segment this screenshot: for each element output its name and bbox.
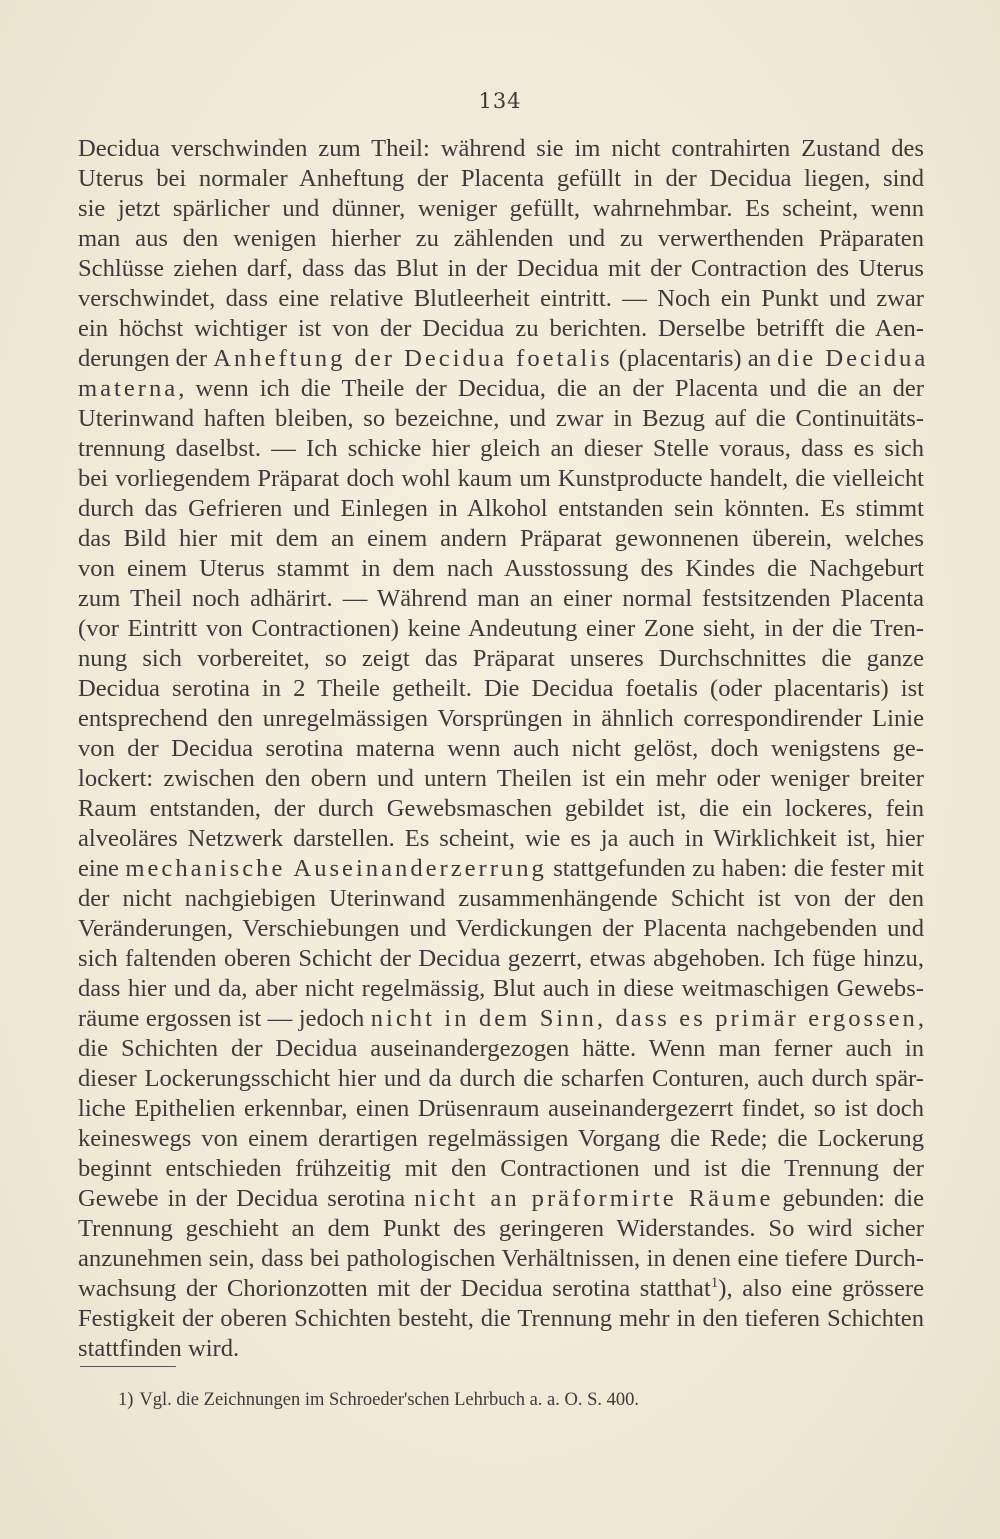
text-segment: , [917,1005,924,1032]
text-segment: Trennung geschieht an dem Punkt des geringeren Widerstandes. So wird sicher [78,1215,924,1242]
text-line [78,374,924,404]
text-line [78,164,924,194]
text-segment: , wenn ich die Theile der Decidua, die an der Placenta und die an der [178,375,924,402]
text-line [78,134,924,164]
text-segment: entsprechend den unregelmässigen Vorsprüngen in ähnlich correspondirender Linie [78,705,924,732]
spaced-emphasis: nicht in dem Sinn, dass es primär ergossen [370,1005,918,1032]
text-segment: man aus den wenigen hierher zu zählenden und zu verwerthenden Präparaten [78,225,924,252]
text-line [78,404,924,434]
text-line [78,494,924,524]
text-line [78,524,924,554]
text-segment: beginnt entschieden frühzeitig mit den Contractionen und ist die Trennung der [78,1155,924,1182]
text-line [78,1154,924,1184]
text-line [78,1034,924,1064]
text-segment: derungen der [78,345,214,372]
text-line [78,644,924,674]
text-line [78,1094,924,1124]
text-segment: liche Epithelien erkennbar, einen Drüsenraum auseinandergezerrt findet, so ist doch [78,1095,924,1122]
text-segment: zum Theil noch adhärirt. — Während man an einer normal festsitzenden Placenta [78,585,924,612]
spaced-emphasis: materna [78,375,179,402]
footnote-marker: 1) [118,1390,134,1410]
text-line [78,464,924,494]
footnote [118,1388,818,1412]
text-segment: durch das Gefrieren und Einlegen in Alkohol entstanden sein könnten. Es stimmt [78,495,924,522]
text-line [78,344,929,374]
text-segment: anzunehmen sein, dass bei pathologischen Verhältnissen, in denen eine tiefere Durch- [78,1245,924,1272]
text-line [78,314,924,344]
text-segment: räume ergossen ist — jedoch [78,1005,371,1032]
text-segment: stattfinden wird. [78,1335,240,1362]
text-line [78,914,924,944]
text-line [78,254,924,284]
text-line [78,854,924,884]
text-line [78,194,924,224]
text-line [78,1184,924,1214]
spaced-emphasis: nicht an präformirte Räume [414,1185,774,1212]
text-line [78,1304,924,1334]
text-segment: keineswegs von einem derartigen regelmässigen Vorgang die Rede; die Lockerung [78,1125,924,1152]
footnote-reference: 1 [710,1275,719,1291]
text-segment: das Bild hier mit dem an einem andern Präparat gewonnenen überein, welches [78,525,924,552]
text-segment: gebunden: die [773,1185,924,1212]
text-line [78,974,924,1004]
text-segment: von einem Uterus stammt in dem nach Ausstossung des Kindes die Nachgeburt [78,555,924,582]
text-line [78,224,924,254]
text-segment: bei vorliegendem Präparat doch wohl kaum um Kunstproducte handelt, die vielleicht [78,465,924,492]
text-line [78,1004,924,1034]
text-segment: Decidua verschwinden zum Theil: während sie im nicht contrahirten Zustand des [78,135,924,162]
text-line [78,614,924,644]
text-line [78,944,924,974]
text-segment: Uterinwand haften bleiben, so bezeichne, und zwar in Bezug auf die Continuitäts- [78,405,924,432]
spaced-emphasis: Anheftung der Decidua foetalis [213,345,613,372]
text-line [78,1064,924,1094]
text-segment: ), also eine grössere [718,1275,925,1302]
text-line [78,284,924,314]
text-segment: Decidua serotina in 2 Theile getheilt. Die Decidua foetalis (oder placentaris) ist [78,675,924,702]
text-line [78,794,924,824]
spaced-emphasis: mechanische Auseinanderzerrung [125,855,547,882]
text-segment: Raum entstanden, der durch Gewebsmaschen gebildet ist, die ein lockeres, fein [78,795,924,822]
footnote-separator [80,1366,176,1367]
text-line [78,554,924,584]
text-segment: ein höchst wichtiger ist von der Decidua zu berichten. Derselbe betrifft die Aen- [78,315,924,342]
text-segment: stattgefunden zu haben: die fester mit [546,855,924,882]
text-line [78,824,924,854]
text-segment: Veränderungen, Verschiebungen und Verdickungen der Placenta nachgebenden und [78,915,924,942]
text-segment: dass hier und da, aber nicht regelmässig, Blut auch in diese weitmaschigen Gewebs- [78,975,924,1002]
text-segment: die Schichten der Decidua auseinandergezogen hätte. Wenn man ferner auch in [78,1035,924,1062]
text-segment: lockert: zwischen den obern und untern Theilen ist ein mehr oder weniger breiter [78,765,924,792]
text-segment: sich faltenden oberen Schicht der Decidua gezerrt, etwas abgehoben. Ich füge hinzu, [78,945,924,972]
text-segment: trennung daselbst. — Ich schicke hier gleich an dieser Stelle voraus, dass es sich [78,435,924,462]
text-segment: eine [78,855,126,882]
text-segment: Uterus bei normaler Anheftung der Placenta gefüllt in der Decidua liegen, sind [78,165,924,192]
page-number: 134 [478,89,522,113]
text-segment: (vor Eintritt von Contractionen) keine Andeutung einer Zone sieht, in der die Tren- [78,615,924,642]
text-segment: Schlüsse ziehen darf, dass das Blut in der Decidua mit der Contraction des Uterus [78,255,924,282]
text-segment: sie jetzt spärlicher und dünner, weniger gefüllt, wahrnehmbar. Es scheint, wenn [78,195,924,222]
text-segment: alveoläres Netzwerk darstellen. Es scheint, wie es ja auch in Wirklichkeit ist, hier [78,825,924,852]
spaced-emphasis: die Decidua [777,345,929,372]
text-line [78,1214,924,1244]
text-line [78,884,924,914]
text-segment: verschwindet, dass eine relative Blutleerheit eintritt. — Noch ein Punkt und zwar [78,285,924,312]
text-line [78,1334,924,1364]
text-line [78,704,924,734]
text-segment: wachsung der Chorionzotten mit der Decidua serotina statthat [78,1275,711,1302]
text-line [78,674,924,704]
text-line [78,734,924,764]
text-line [78,764,924,794]
body-text [78,134,929,1364]
text-segment: Festigkeit der oberen Schichten besteht, die Trennung mehr in den tieferen Schichten [78,1305,924,1332]
text-line [78,584,924,614]
text-segment: (placentaris) an [612,345,778,372]
text-line [78,1274,924,1304]
text-segment: von der Decidua serotina materna wenn auch nicht gelöst, doch wenigstens ge- [78,735,924,762]
text-line [78,1244,924,1274]
footnote-text: Vgl. die Zeichnungen im Schroeder'schen Lehrbuch a. a. O. S. 400. [139,1390,640,1410]
text-line [78,1124,924,1154]
text-line [78,434,924,464]
text-segment: der nicht nachgiebigen Uterinwand zusammenhängende Schicht ist von der den [78,885,924,912]
text-segment: dieser Lockerungsschicht hier und da durch die scharfen Conturen, auch durch spär- [78,1065,924,1092]
text-segment: Gewebe in der Decidua serotina [78,1185,415,1212]
text-segment: nung sich vorbereitet, so zeigt das Präparat unseres Durchschnittes die ganze [78,645,924,672]
